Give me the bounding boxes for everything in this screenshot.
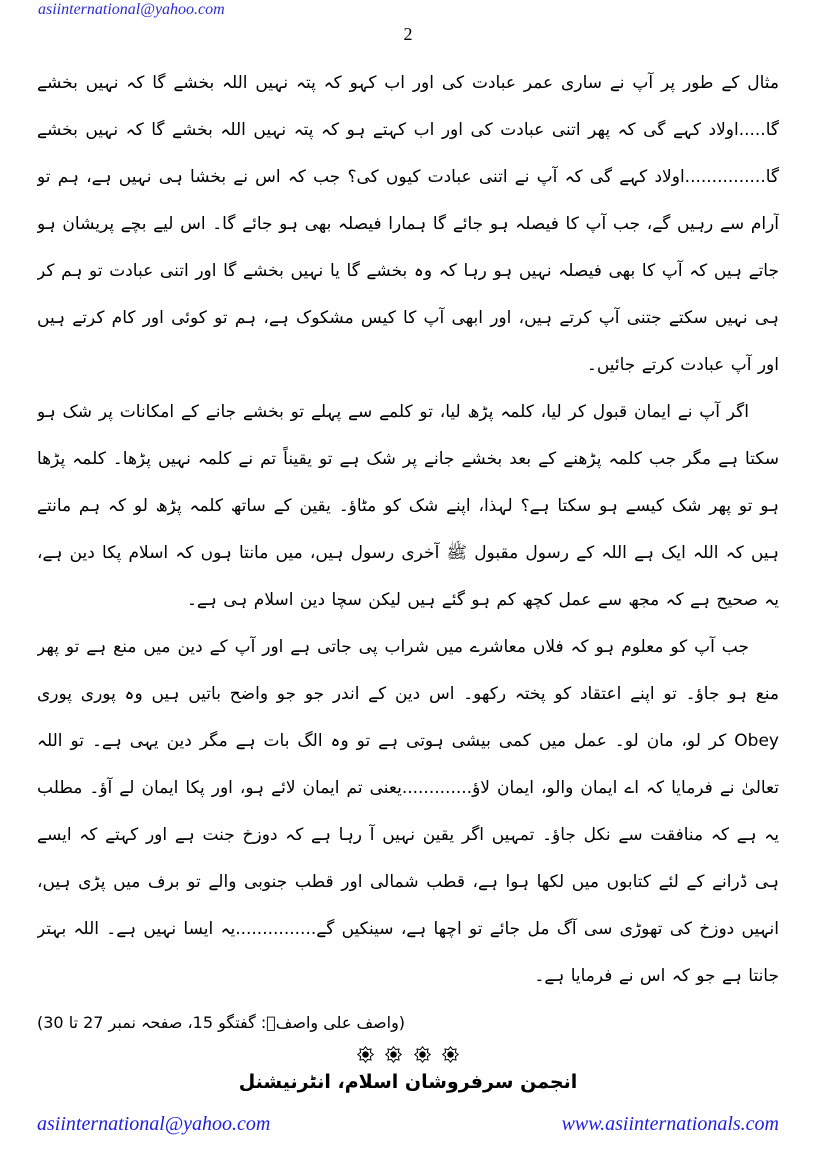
body-paragraph: جب آپ کو معلوم ہو کہ فلاں معاشرے میں شراب پی جاتی ہے اور آپ کے دین میں منع ہے تو پھر منع ہو جاؤ۔ تو اپنے اعتقاد کو پختہ رکھو۔ اس دین کے اندر جو جو واضح باتیں ہیں وہ پوری پوری Obey کر لو، مان لو۔ عمل میں کمی بیشی ہوتی ہے تو وہ الگ بات ہے مگر دین یہی ہے۔ تو اللہ تعالیٰ نے فرمایا کہ اے ایمان والو، ایمان لاؤ.............یعنی تم ایمان لائے ہو، اور پکا ایمان لے آؤ۔ مطلب یہ ہے کہ منافقت سے نکل جاؤ۔ تمہیں اگر یقین نہیں آ رہا ہے کہ دوزخ جنت ہے اور کہتے کہ ایسے ہی ڈرانے کے لئے کتابوں میں لکھا ہوا ہے، قطب شمالی اور قطب جنوبی والے تو برف میں پڑی ہیں، انہیں دوزخ کی تھوڑی سی آگ مل جائے تو اچھا ہے، سینکیں گے...............یہ ایسا نہیں ہے۔ اللہ بہتر جانتا ہے جو کہ اس نے فرمایا ہے۔ [37,637,779,986]
organization-name: انجمن سرفروشان اسلام، انٹرنیشنل [238,1071,578,1093]
bottom-block [37,1008,779,1095]
header-email-link[interactable]: asiinternational@yahoo.com [38,1,225,18]
eight-point-star-flower-icon [385,1046,402,1063]
eight-point-star-flower-icon [357,1046,374,1063]
page-footer [37,1113,779,1136]
citation-reference: (واصف علی واصفؒ: گفتگو 15، صفحہ نمبر 27 تا 30) [37,1013,406,1032]
page-number: 2 [403,24,413,44]
eight-point-star-flower-icon [442,1046,459,1063]
body-text [37,60,779,1008]
ornament-row [37,1044,779,1064]
body-paragraph: اگر آپ نے ایمان قبول کر لیا، کلمہ پڑھ لیا، تو کلمے سے پہلے تو بخشے جانے کے امکانات پر شک ہو سکتا ہے مگر جب کلمہ پڑھنے کے بعد بخشے جانے پر شک ہے تو یقیناً تم نے کلمہ نہیں پڑھا۔ کلمہ پڑھا ہو تو پھر شک کیسے ہو سکتا ہے؟ لہذا، اپنے شک کو مٹاؤ۔ یقین کے ساتھ کلمہ پڑھ لو کہ ہم مانتے ہیں کہ اللہ ایک ہے اللہ کے رسول مقبول ﷺ آخری رسول ہیں، میں مانتا ہوں کہ اسلام پکا دین ہے، یہ صحیح ہے کہ مجھ سے عمل کچھ کم ہو گئے ہیں لیکن سچا دین اسلام ہی ہے۔ [37,402,779,610]
footer-website-link[interactable]: www.asiinternationals.com [561,1113,779,1135]
eight-point-star-flower-icon [414,1046,431,1063]
body-paragraph [37,1000,779,1008]
body-paragraph: مثال کے طور پر آپ نے ساری عمر عبادت کی اور اب کہو کہ پتہ نہیں اللہ بخشے گا کہ نہیں بخشے گا.....اولاد کہے گی کہ پھر اتنی عبادت کی اور اب کہتے ہو کہ پتہ نہیں اللہ بخشے گا کہ نہیں بخشے گا...............اولاد کہے گی کہ آپ نے اتنی عبادت کیوں کی؟ جب کہ اس نے بخشا ہی نہیں ہے، ہم تو آرام سے رہیں گے، جب آپ کا فیصلہ ہو جائے گا ہمارا فیصلہ بھی ہو جائے گا۔ اس لیے بچے پریشان ہو جاتے ہیں کہ آپ کا بھی فیصلہ نہیں ہو رہا کہ وہ بخشے گا یا نہیں بخشے گا اور اتنی عبادت تو ہم کر ہی نہیں سکتے جتنی آپ کرتے ہیں، اور ابھی آپ کا کیس مشکوک ہے، ہم تو کوئی اور کام کرتے ہیں اور آپ عبادت کرتے جائیں۔ [37,73,779,375]
footer-email-link[interactable]: asiinternational@yahoo.com [37,1113,271,1135]
